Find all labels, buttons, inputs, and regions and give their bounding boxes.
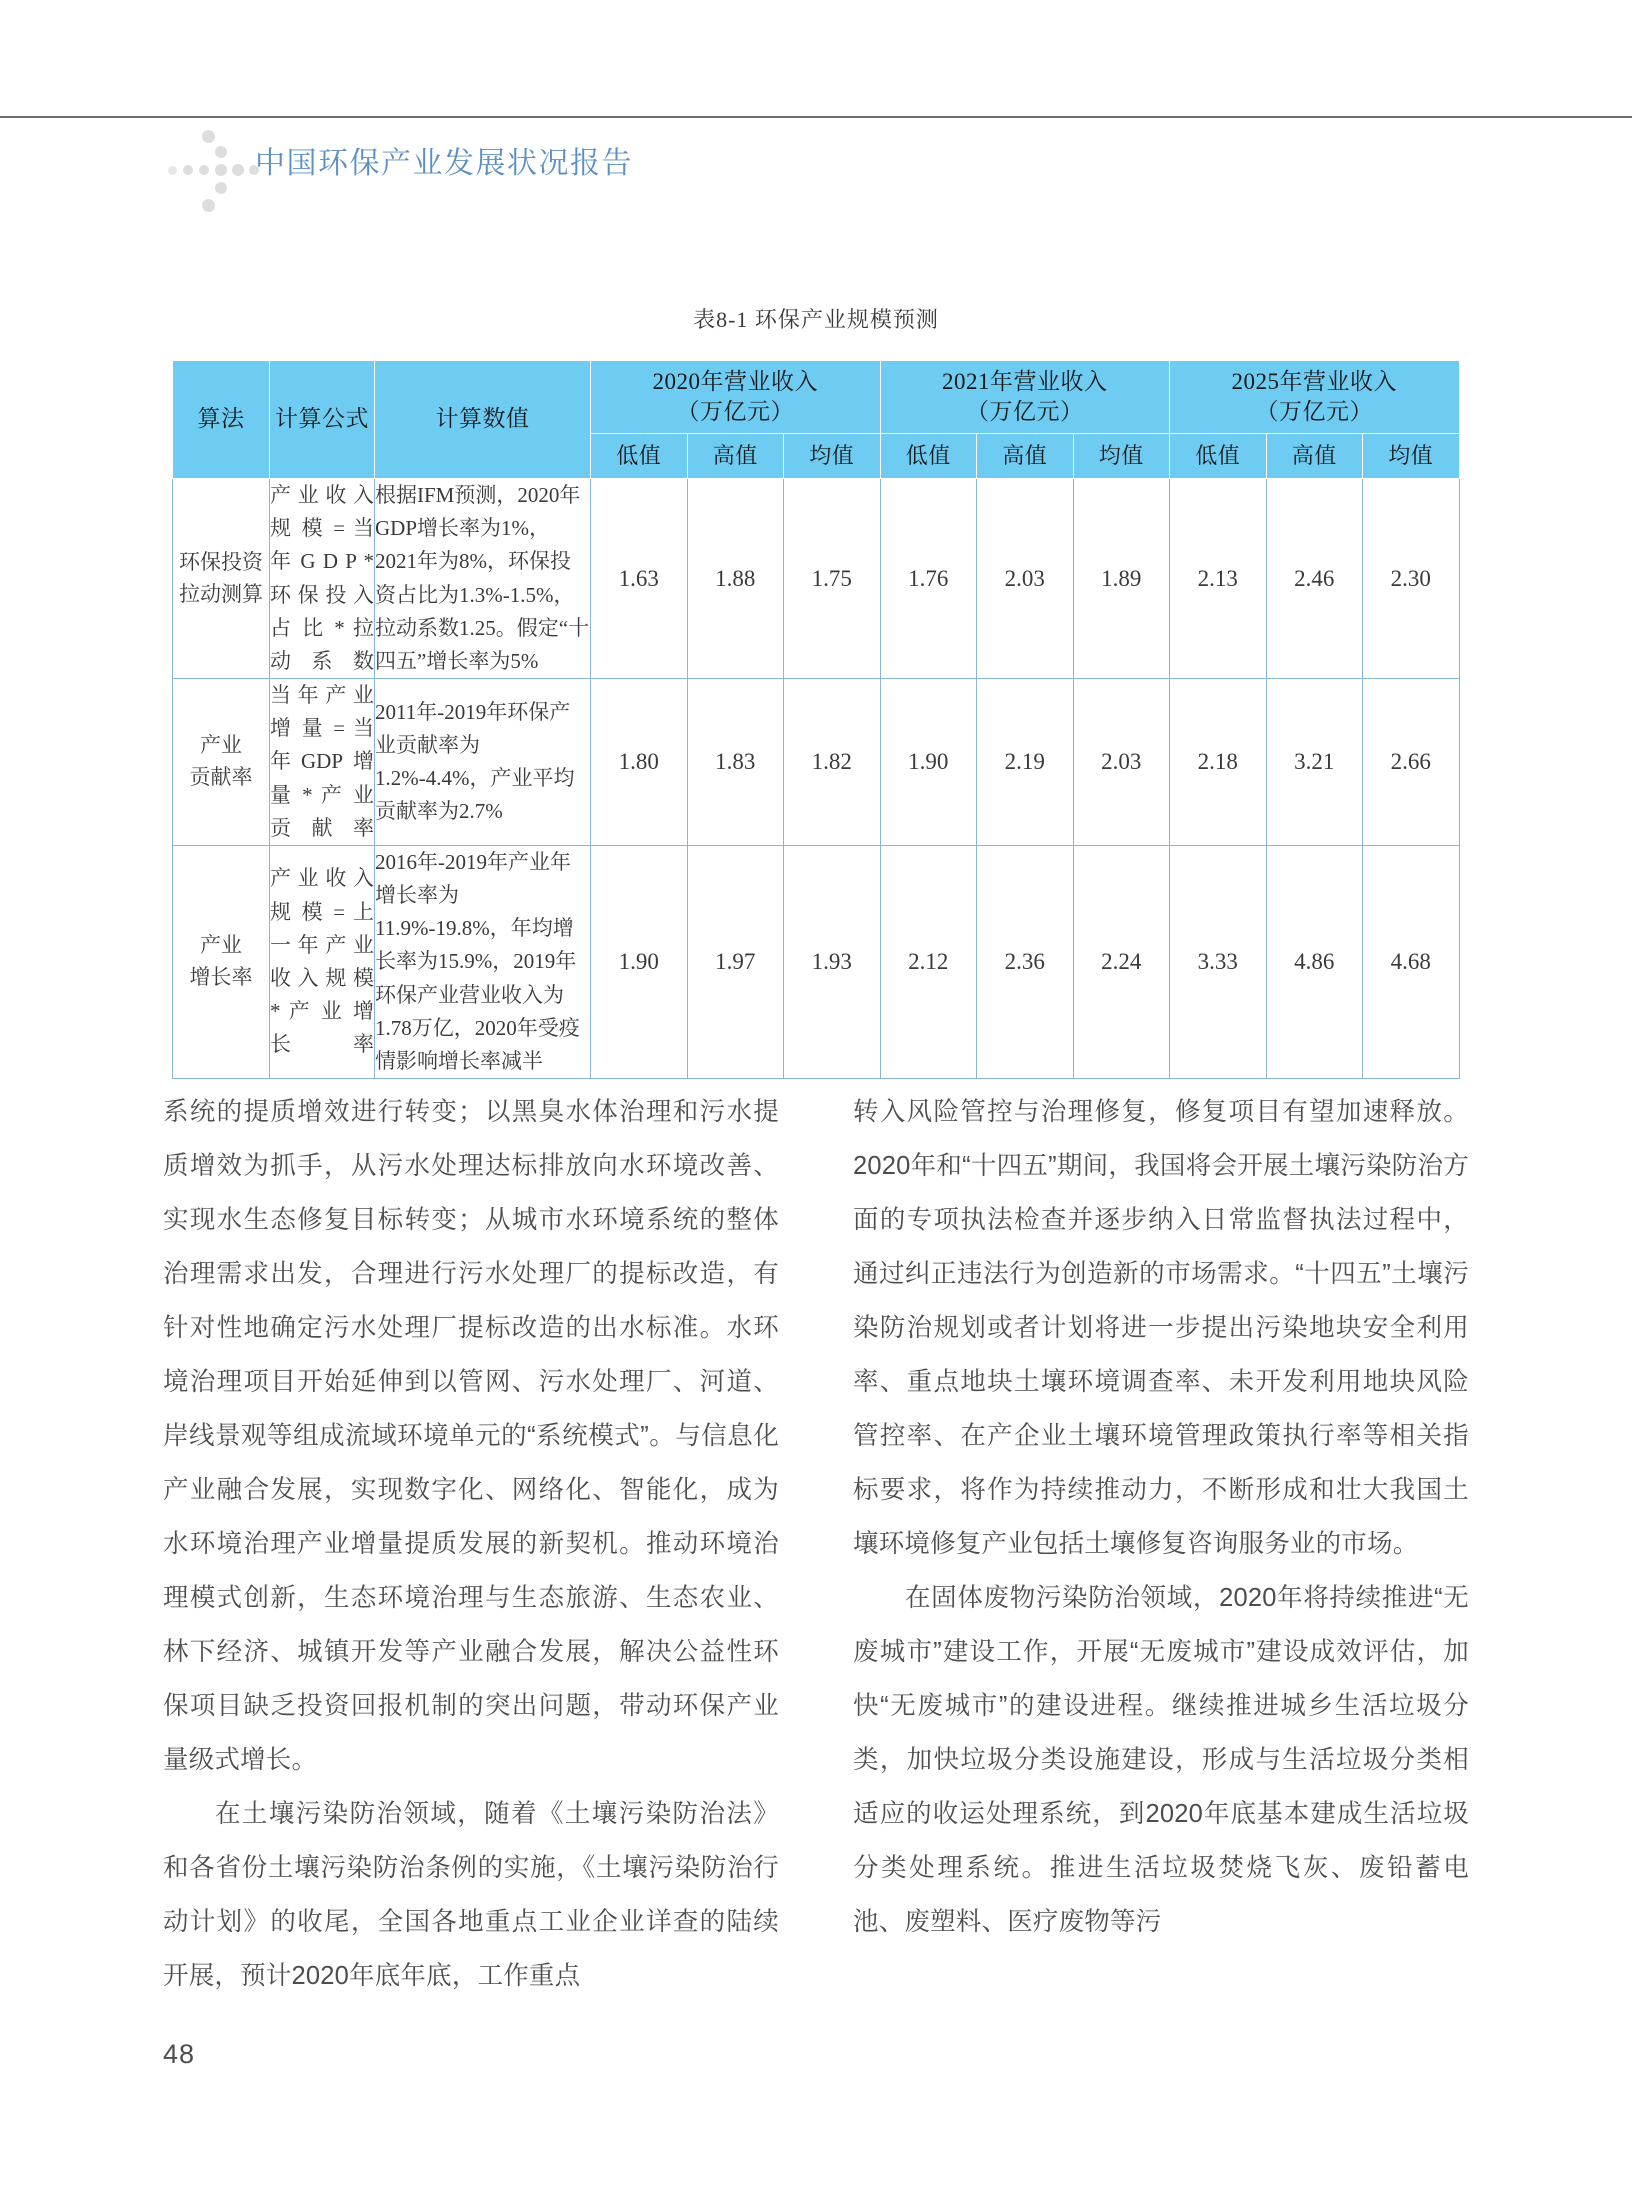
forecast-table	[172, 360, 1460, 1079]
paragraph: 系统的提质增效进行转变；以黑臭水体治理和污水提质增效为抓手，从污水处理达标排放向水环境改善、实现水生态修复目标转变；从城市水环境系统的整体治理需求出发，合理进行污水处理厂的提标改造，有针对性地确定污水处理厂提标改造的出水标准。水环境治理项目开始延伸到以管网、污水处理厂、河道、岸线景观等组成流域环境单元的“系统模式”。与信息化产业融合发展，实现数字化、网络化、智能化，成为水环境治理产业增量提质发展的新契机。推动环境治理模式创新，生态环境治理与生态旅游、生态农业、林下经济、城镇开发等产业融合发展，解决公益性环保项目缺乏投资回报机制的突出问题，带动环保产业量级式增长。	[163, 1098, 779, 1774]
sub-header: 高值	[977, 434, 1074, 479]
cell-value: 2.12	[880, 845, 977, 1078]
cell-value: 2.13	[1170, 479, 1267, 679]
header-title: 中国环保产业发展状况报告	[255, 147, 633, 180]
cell-value: 1.97	[687, 845, 784, 1078]
cell-value: 1.80	[591, 679, 688, 846]
sub-header: 低值	[880, 434, 977, 479]
table-header-row-groups	[173, 361, 1460, 434]
sub-header: 高值	[1266, 434, 1363, 479]
cell-detail: 2016年-2019年产业年增长率为11.9%-19.8%，年均增长率为15.9%，2019年环保产业营业收入为1.78万亿，2020年受疫情影响增长率减半	[375, 845, 591, 1078]
cell-algorithm-line2: 增长率	[189, 964, 253, 989]
col-header-detail: 计算数值	[375, 361, 591, 479]
cell-value: 2.18	[1170, 679, 1267, 846]
cell-formula: 产业收入规 模 = 上一 年 产 业收 入 规 模* 产 业 增长率	[270, 845, 375, 1078]
cell-value: 1.63	[591, 479, 688, 679]
paragraph: 在固体废物污染防治领域，2020年将持续推进“无废城市”建设工作，开展“无废城市”建设成效评估，加快“无废城市”的建设进程。继续推进城乡生活垃圾分类，加快垃圾分类设施建设，形成与生活垃圾分类相适应的收运处理系统，到2020年底基本建成生活垃圾分类处理系统。推进生活垃圾焚烧飞灰、废铅蓄电池、废塑料、医疗废物等污	[853, 1584, 1469, 1936]
cell-value: 2.30	[1363, 479, 1460, 679]
col-header-2020-line2: （万亿元）	[676, 399, 794, 424]
cell-value: 3.33	[1170, 845, 1267, 1078]
cell-value: 2.66	[1363, 679, 1460, 846]
cell-detail: 2011年-2019年环保产业贡献率为1.2%-4.4%，产业平均贡献率为2.7%	[375, 679, 591, 846]
table-row	[173, 479, 1460, 679]
cell-algorithm	[173, 845, 270, 1078]
cell-value: 1.93	[784, 845, 881, 1078]
col-header-2025	[1170, 361, 1460, 434]
running-header	[0, 140, 1632, 200]
page-number: 48	[163, 2039, 196, 2069]
header-rule	[0, 116, 1632, 118]
cell-value: 2.36	[977, 845, 1074, 1078]
cell-algorithm-line1: 环保投资	[179, 550, 263, 575]
body-column-left	[163, 1085, 779, 2003]
cell-value: 1.90	[880, 679, 977, 846]
forecast-table-container	[172, 360, 1459, 1079]
body-column-right	[853, 1085, 1469, 1949]
sub-header: 均值	[1363, 434, 1460, 479]
cell-value: 1.75	[784, 479, 881, 679]
cell-value: 2.46	[1266, 479, 1363, 679]
cell-value: 3.21	[1266, 679, 1363, 846]
col-header-2021	[880, 361, 1170, 434]
header-dot-ornament	[168, 140, 238, 196]
cell-value: 1.90	[591, 845, 688, 1078]
cell-algorithm-line2: 贡献率	[189, 764, 253, 789]
cell-formula: 产业收入规 模 = 当年 G D P * 环保投入占 比 * 拉动系数	[270, 479, 375, 679]
col-header-algorithm: 算法	[173, 361, 270, 479]
cell-algorithm-line1: 产业	[200, 933, 242, 958]
col-header-2025-line1: 2025年营业收入	[1231, 368, 1397, 394]
cell-algorithm-line1: 产业	[200, 733, 242, 758]
col-header-2021-line1: 2021年营业收入	[942, 368, 1108, 394]
col-header-2020	[591, 361, 881, 434]
table-row	[173, 845, 1460, 1078]
sub-header: 均值	[784, 434, 881, 479]
cell-value: 4.86	[1266, 845, 1363, 1078]
cell-value: 2.19	[977, 679, 1074, 846]
col-header-2020-line1: 2020年营业收入	[652, 368, 818, 394]
cell-value: 1.82	[784, 679, 881, 846]
cell-value: 2.03	[1073, 679, 1170, 846]
cell-value: 1.76	[880, 479, 977, 679]
cell-value: 1.83	[687, 679, 784, 846]
sub-header: 低值	[591, 434, 688, 479]
cell-algorithm	[173, 679, 270, 846]
cell-value: 2.24	[1073, 845, 1170, 1078]
col-header-formula: 计算公式	[270, 361, 375, 479]
cell-detail: 根据IFM预测，2020年GDP增长率为1%，2021年为8%，环保投资占比为1.3%-1.5%，拉动系数1.25。假定“十四五”增长率为5%	[375, 479, 591, 679]
sub-header: 均值	[1073, 434, 1170, 479]
col-header-2025-line2: （万亿元）	[1255, 399, 1373, 424]
cell-value: 2.03	[977, 479, 1074, 679]
paragraph: 在土壤污染防治领域，随着《土壤污染防治法》和各省份土壤污染防治条例的实施，《土壤污染防治行动计划》的收尾，全国各地重点工业企业详查的陆续开展，预计2020年底年底，工作重点	[163, 1800, 779, 1990]
sub-header: 低值	[1170, 434, 1267, 479]
cell-algorithm	[173, 479, 270, 679]
table-caption: 表8-1 环保产业规模预测	[693, 307, 939, 332]
cell-value: 4.68	[1363, 845, 1460, 1078]
paragraph: 转入风险管控与治理修复，修复项目有望加速释放。2020年和“十四五”期间，我国将会开展土壤污染防治方面的专项执法检查并逐步纳入日常监督执法过程中，通过纠正违法行为创造新的市场需求。“十四五”土壤污染防治规划或者计划将进一步提出污染地块安全利用率、重点地块土壤环境调查率、未开发利用地块风险管控率、在产企业土壤环境管理政策执行率等相关指标要求，将作为持续推动力，不断形成和壮大我国土壤环境修复产业包括土壤修复咨询服务业的市场。	[853, 1098, 1469, 1558]
table-row	[173, 679, 1460, 846]
cell-value: 1.89	[1073, 479, 1170, 679]
sub-header: 高值	[687, 434, 784, 479]
cell-formula: 当 年 产 业增 量 = 当年GDP增量 * 产 业贡献率	[270, 679, 375, 846]
col-header-2021-line2: （万亿元）	[966, 399, 1084, 424]
cell-algorithm-line2: 拉动测算	[179, 581, 263, 606]
cell-value: 1.88	[687, 479, 784, 679]
